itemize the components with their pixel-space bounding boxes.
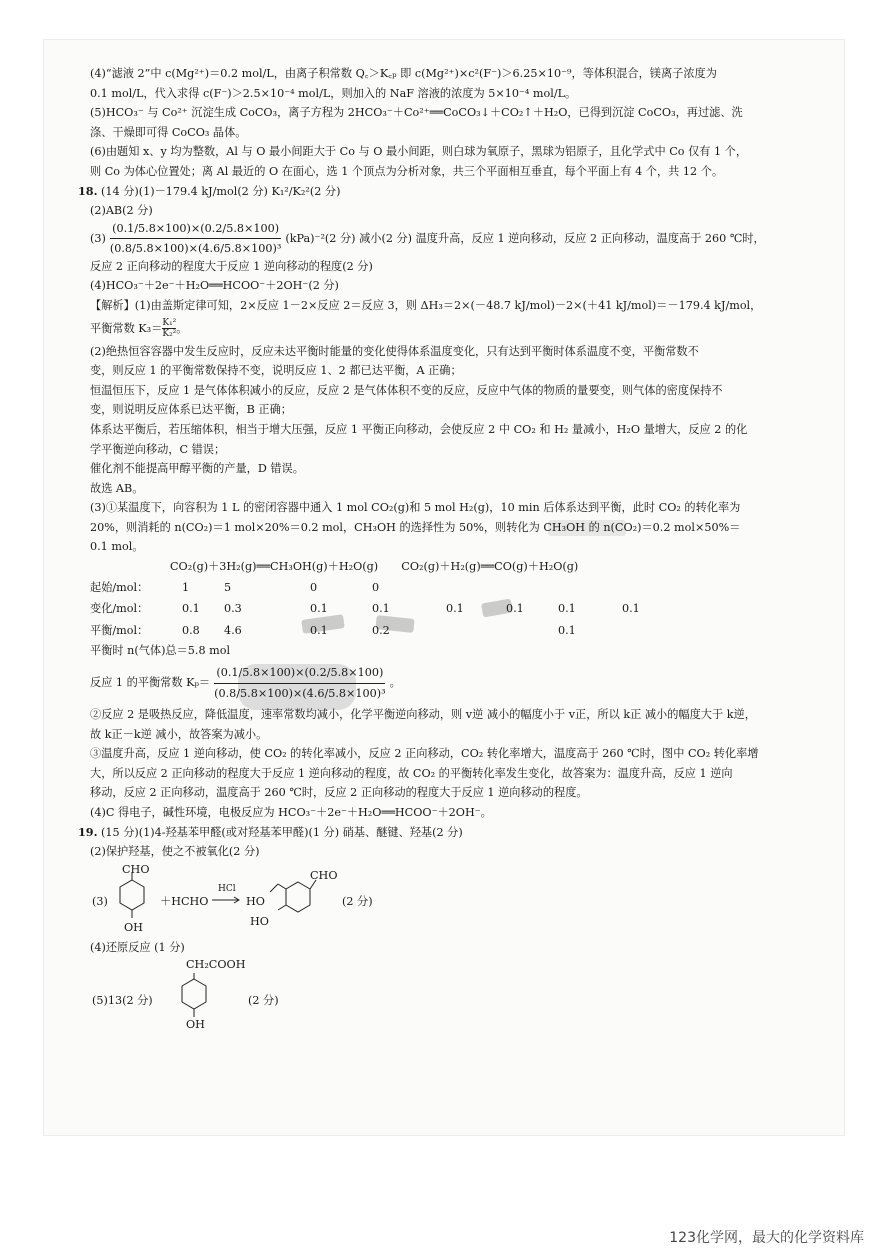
q18-answer2: (2)AB(2 分): [90, 204, 153, 218]
q18-kp-denominator: (0.8/5.8×100)×(4.6/5.8×100)³: [109, 242, 282, 256]
q19-product-oh: HO: [250, 914, 269, 928]
q18-line1: [78, 182, 818, 202]
q18-answer1: (14 分)(1)－179.4 kJ/mol(2 分) K₁²/K₂²(2 分): [101, 184, 341, 198]
q18-analysis-b2: 20%，则消耗的 n(CO₂)＝1 mol×20%＝0.2 mol，CH₃OH 的选择性为 50%，则转化为 CH₃OH 的 n(CO₂)＝0.2 mol×50%＝: [90, 520, 741, 534]
q18-total-gas: 平衡时 n(气体)总＝5.8 mol: [90, 644, 231, 658]
q18-analysis-e1: (4)C 得电子，碱性环境，电极反应为 HCO₃⁻＋2e⁻＋H₂O══HCOO⁻＋2OH⁻。: [90, 806, 492, 819]
q19-score5: (2 分): [248, 994, 279, 1008]
q19-reactant-cho: CHO: [122, 862, 150, 876]
q18-analysis-c1: ②反应 2 是吸热反应，降低温度，速率常数均减小，化学平衡逆向移动，则 v逆 减小的幅度小于 v正，所以 k正 减小的幅度大于 k逆，: [90, 708, 756, 722]
q18-analysis-a5: 体系达平衡后，若压缩体积，相当于增大压强，反应 1 平衡正向移动，会使反应 2 中 CO₂ 和 H₂ 量减小，H₂O 量增大，反应 2 的化: [90, 422, 748, 436]
q18-equation2: CO₂(g)＋H₂(g)══CO(g)＋H₂O(g): [401, 560, 579, 574]
q17-p6b: 则 Co 为体心位置处；离 Al 最近的 O 在面心，选 1 个顶点为分析对象，共三个平面相互垂直，每个平面上有 4 个，共 12 个。: [90, 164, 724, 178]
ice-cell: 1: [182, 580, 190, 594]
ice-cell: 0.3: [224, 602, 242, 616]
q19-ch2cooh: CH₂COOH: [186, 958, 246, 972]
q18-kp-label: 反应 1 的平衡常数 Kₚ＝: [90, 676, 211, 690]
reaction-arrow-icon: [212, 896, 242, 904]
q17-p5b: 涤、干燥即可得 CoCO₃ 晶体。: [90, 125, 247, 139]
ice-cell: 0.1: [182, 602, 200, 616]
q17-p6a: (6)由题知 x、y 均为整数，Al 与 O 最小间距大于 Co 与 O 最小间距，则白球为氧原子，黑球为铝原子，且化学式中 Co 仅有 1 个，: [90, 145, 748, 159]
q19-answer3-label: (3): [92, 894, 108, 908]
q18-kp2-fraction: [212, 663, 387, 703]
q18-analysis-b3: 0.1 mol。: [90, 540, 144, 554]
q18-analysis-d1: ③温度升高，反应 1 逆向移动，使 CO₂ 的转化率减小，反应 2 正向移动，CO₂ 转化率增大，温度高于 260 ℃时，图中 CO₂ 转化率增: [90, 747, 759, 761]
ice-cell: 4.6: [224, 623, 242, 637]
q18-answer3: [78, 221, 818, 257]
q18-equations: [78, 557, 818, 577]
ice-cell: [558, 577, 622, 599]
q19-line1: [78, 823, 818, 843]
q18-analysis-a1: (2)绝热恒容容器中发生反应时，反应未达平衡时能量的变化使得体系温度变化，只有达到平衡时体系温度不变，平衡常数不: [90, 344, 699, 358]
q18-analysis1: 【解析】(1)由盖斯定律可知，2×反应 1－2×反应 2＝反应 3，则 ΔH₃＝2×(－48.7 kJ/mol)－2×(＋41 kJ/mol)＝－179.4 kJ/mol，: [90, 298, 762, 312]
q18-ice-table: [90, 577, 662, 642]
q19-answer5-oh: OH: [186, 1018, 205, 1032]
q19-reactant-oh: OH: [124, 920, 143, 934]
q18-analysis-a3: 恒温恒压下，反应 1 是气体体积减小的反应，反应 2 是气体体积不变的反应，反应中气体的物质的量要变，则气体的密度保持不: [90, 383, 723, 397]
q18-k3-numerator: K₁²: [162, 318, 177, 329]
ice-cell: 0.1: [506, 602, 524, 616]
ice-cell: 0.1: [310, 623, 328, 637]
answer-content: [78, 64, 818, 1033]
ice-cell: 平衡/mol：: [90, 623, 149, 637]
ice-cell: 5: [224, 580, 232, 594]
q18-analysis-a6: 学平衡逆向移动，C 错误；: [90, 442, 226, 456]
ice-row: [90, 577, 662, 599]
q18-analysis-a8: 故选 AB。: [90, 481, 144, 495]
q18-kp-line: [78, 661, 818, 705]
q19-plus-hcho: ＋HCHO: [160, 894, 209, 908]
q18-kp2-denominator: (0.8/5.8×100)×(4.6/5.8×100)³: [214, 686, 386, 700]
q17-p5a: (5)HCO₃⁻ 与 Co²⁺ 沉淀生成 CoCO₃，离子方程为 2HCO₃⁻＋Co²⁺══CoCO₃↓＋CO₂↑＋H₂O，已得到沉淀 CoCO₃，再过滤、洗: [90, 106, 743, 120]
q19-score3: (2 分): [342, 894, 373, 908]
q19-number: 19.: [78, 824, 98, 839]
q17-p4b: 0.1 mol/L，代入求得 c(F⁻)＞2.5×10⁻⁴ mol/L，则加入的 NaF 溶液的浓度为 5×10⁻⁴ mol/L。: [90, 86, 577, 100]
q19-answer3: [78, 862, 818, 938]
q18-number: 18.: [78, 183, 98, 198]
q18-answer3-rest: (kPa)⁻²(2 分) 减小(2 分) 温度升高，反应 1 逆向移动，反应 2 正向移动，温度高于 260 ℃时，: [285, 231, 765, 245]
ice-cell: 0.1: [310, 602, 328, 616]
q18-kp-fraction: [108, 221, 283, 257]
ice-cell: 0.2: [372, 623, 390, 637]
ice-cell: 0.1: [622, 602, 640, 616]
ice-cell: 0.1: [446, 602, 464, 616]
ice-cell: [446, 577, 506, 599]
q19-answer5: [78, 957, 818, 1033]
ice-cell: 0.8: [182, 623, 200, 637]
q18-analysis-a7: 催化剂不能提高甲醇平衡的产量，D 错误。: [90, 462, 304, 476]
q18-kp-numerator: (0.1/5.8×100)×(0.2/5.8×100): [110, 221, 281, 240]
q18-analysis-c2: 故 k正－k逆 减小，故答案为减小。: [90, 727, 268, 741]
q19-product-ho-ch2: HO: [246, 894, 265, 908]
ice-row: [90, 598, 662, 620]
site-footer: 123化学网，最大的化学资料库: [669, 1230, 864, 1246]
q18-answer3-label: (3): [90, 231, 106, 245]
q18-k3-fraction: [162, 318, 176, 339]
q18-kp2-end: 。: [389, 676, 401, 690]
q18-kp2-numerator: (0.1/5.8×100)×(0.2/5.8×100): [214, 663, 385, 684]
q19-answer2: (2)保护羟基，使之不被氧化(2 分): [90, 845, 260, 859]
q18-analysis-a2: 变，则反应 1 的平衡常数保持不变，说明反应 1、2 都已达平衡，A 正确；: [90, 364, 462, 378]
q18-analysis-b1: (3)①某温度下，向容积为 1 L 的密闭容器中通入 1 mol CO₂(g)和 5 mol H₂(g)，10 min 后体系达到平衡，此时 CO₂ 的转化率为: [90, 501, 741, 515]
ice-cell: [622, 577, 662, 599]
ice-cell: [446, 620, 506, 642]
q18-analysis-k3: [78, 316, 818, 342]
q18-analysis-d2: 大，所以反应 2 正向移动的程度大于反应 1 逆向移动的程度，故 CO₂ 的平衡转化率发生变化，故答案为：温度升高，反应 1 逆向: [90, 766, 733, 780]
ice-cell: 起始/mol：: [90, 580, 149, 594]
q17-p4a: (4)“滤液 2”中 c(Mg²⁺)＝0.2 mol/L，由离子积常数 Q꜀＞K꜀ₚ 即 c(Mg²⁺)×c²(F⁻)＞6.25×10⁻⁹，等体积混合，镁离子浓度为: [90, 67, 717, 80]
q18-analysis-d3: 移动，反应 2 正向移动，温度高于 260 ℃时，反应 2 正向移动的程度大于反应 1 逆向移动的程度。: [90, 786, 588, 800]
ice-cell: 0: [372, 580, 380, 594]
ice-cell: 0: [310, 580, 318, 594]
q18-k3-denominator: K₂²: [162, 329, 177, 340]
q19-product-cho: CHO: [310, 868, 338, 882]
ice-cell: [622, 620, 662, 642]
ice-cell: 变化/mol：: [90, 602, 149, 616]
q19-answer5-label: (5)13(2 分): [92, 994, 153, 1008]
ice-cell: [506, 577, 558, 599]
ice-cell: 0.1: [558, 623, 576, 637]
q19-answer1: (15 分)(1)4-羟基苯甲醛(或对羟基苯甲醛)(1 分) 硝基、醚键、羟基(2 分): [101, 825, 463, 839]
q19-answer4: (4)还原反应 (1 分): [90, 940, 185, 954]
ice-cell: [506, 620, 558, 642]
q18-k3-label: 平衡常数 K₃＝: [90, 321, 163, 335]
ice-cell: 0.1: [558, 602, 576, 616]
q18-equation1: CO₂(g)＋3H₂(g)══CH₃OH(g)＋H₂O(g): [170, 560, 379, 574]
q18-answer4: (4)HCO₃⁻＋2e⁻＋H₂O══HCOO⁻＋2OH⁻(2 分): [90, 279, 339, 293]
ice-row: [90, 620, 662, 642]
q19-catalyst-hcl: HCl: [218, 883, 236, 894]
ice-cell: 0.1: [372, 602, 390, 616]
q18-analysis-a4: 变，则说明反应体系已达平衡，B 正确；: [90, 403, 292, 417]
q18-answer3-cont: 反应 2 正向移动的程度大于反应 1 逆向移动的程度(2 分): [90, 259, 373, 273]
q18-k3-end: 。: [176, 321, 188, 335]
